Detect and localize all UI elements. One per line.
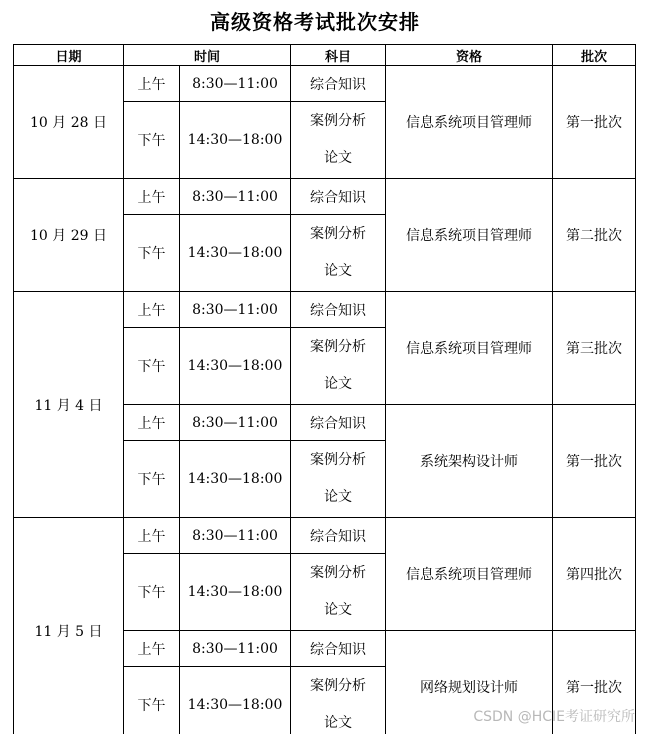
date-cell: 10 月 28 日 — [14, 66, 124, 179]
qualification-cell: 系统架构设计师 — [386, 405, 553, 518]
subject-essay: 论文 — [324, 602, 353, 618]
period-pm: 下午 — [124, 667, 180, 734]
header-qualification: 资格 — [386, 45, 553, 66]
time-am: 8:30—11:00 — [180, 292, 291, 328]
qualification-cell: 信息系统项目管理师 — [386, 179, 553, 292]
watermark: CSDN @HCIE考证研究所 — [473, 709, 635, 725]
subject-essay: 论文 — [324, 150, 353, 166]
period-pm: 下午 — [124, 215, 180, 292]
subject-pm — [291, 215, 386, 292]
header-row — [14, 45, 636, 66]
table-row — [14, 518, 636, 554]
table-row — [14, 179, 636, 215]
subject-pm — [291, 441, 386, 518]
schedule-body — [14, 66, 636, 734]
time-pm: 14:30—18:00 — [180, 441, 291, 518]
batch-cell: 第三批次 — [553, 292, 636, 405]
time-am: 8:30—11:00 — [180, 518, 291, 554]
period-pm: 下午 — [124, 328, 180, 405]
period-am: 上午 — [124, 518, 180, 554]
time-am: 8:30—11:00 — [180, 66, 291, 102]
time-pm: 14:30—18:00 — [180, 102, 291, 179]
subject-general: 综合知识 — [291, 66, 386, 102]
subject-general: 综合知识 — [291, 179, 386, 215]
time-am: 8:30—11:00 — [180, 631, 291, 667]
batch-cell: 第一批次 — [553, 631, 636, 734]
subject-pm — [291, 554, 386, 631]
header-time: 时间 — [124, 45, 291, 66]
period-am: 上午 — [124, 179, 180, 215]
subject-pm — [291, 667, 386, 734]
date-cell: 11 月 4 日 — [14, 292, 124, 518]
time-pm: 14:30—18:00 — [180, 328, 291, 405]
subject-case: 案例分析 — [310, 452, 367, 468]
subject-case: 案例分析 — [310, 565, 367, 581]
subject-case: 案例分析 — [310, 226, 367, 242]
period-am: 上午 — [124, 292, 180, 328]
subject-general: 综合知识 — [291, 292, 386, 328]
header-batch: 批次 — [553, 45, 636, 66]
subject-essay: 论文 — [324, 263, 353, 279]
period-am: 上午 — [124, 66, 180, 102]
qualification-cell: 网络规划设计师 — [386, 631, 553, 734]
subject-essay: 论文 — [324, 376, 353, 392]
subject-case: 案例分析 — [310, 113, 367, 129]
time-pm: 14:30—18:00 — [180, 554, 291, 631]
date-cell: 10 月 29 日 — [14, 179, 124, 292]
batch-cell: 第一批次 — [553, 66, 636, 179]
period-am: 上午 — [124, 631, 180, 667]
qualification-cell: 信息系统项目管理师 — [386, 66, 553, 179]
batch-cell: 第一批次 — [553, 405, 636, 518]
subject-general: 综合知识 — [291, 518, 386, 554]
header-subject: 科目 — [291, 45, 386, 66]
subject-case: 案例分析 — [310, 678, 367, 694]
qualification-cell: 信息系统项目管理师 — [386, 292, 553, 405]
qualification-cell: 信息系统项目管理师 — [386, 518, 553, 631]
subject-essay: 论文 — [324, 715, 353, 731]
time-am: 8:30—11:00 — [180, 179, 291, 215]
table-row — [14, 292, 636, 328]
subject-general: 综合知识 — [291, 405, 386, 441]
schedule-table — [13, 44, 636, 734]
subject-pm — [291, 102, 386, 179]
header-date: 日期 — [14, 45, 124, 66]
date-cell: 11 月 5 日 — [14, 518, 124, 734]
batch-cell: 第二批次 — [553, 179, 636, 292]
time-am: 8:30—11:00 — [180, 405, 291, 441]
subject-case: 案例分析 — [310, 339, 367, 355]
subject-essay: 论文 — [324, 489, 353, 505]
table-row — [14, 66, 636, 102]
period-pm: 下午 — [124, 554, 180, 631]
time-pm: 14:30—18:00 — [180, 215, 291, 292]
period-pm: 下午 — [124, 441, 180, 518]
period-pm: 下午 — [124, 102, 180, 179]
page-title: 高级资格考试批次安排 — [210, 10, 420, 34]
time-pm: 14:30—18:00 — [180, 667, 291, 734]
batch-cell: 第四批次 — [553, 518, 636, 631]
subject-pm — [291, 328, 386, 405]
subject-general: 综合知识 — [291, 631, 386, 667]
period-am: 上午 — [124, 405, 180, 441]
